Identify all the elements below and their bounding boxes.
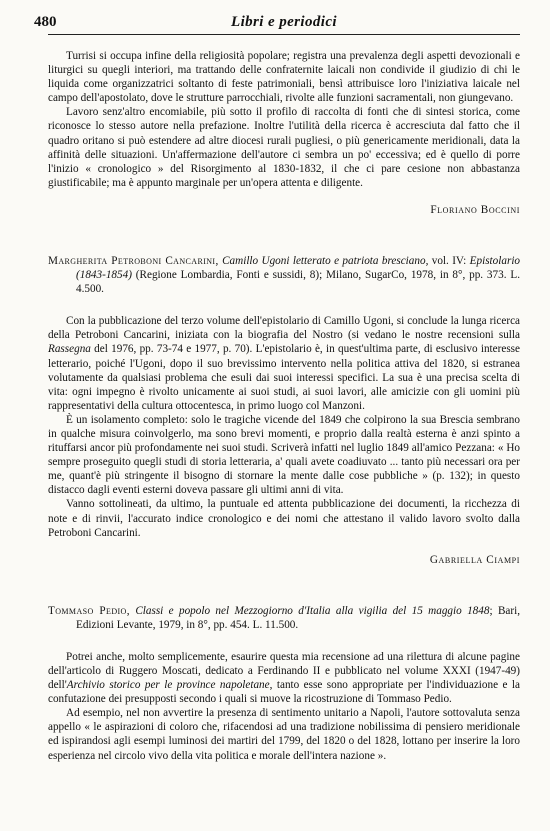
page-number: 480 — [34, 14, 57, 30]
review-author: Gabriella Ciampi — [429, 553, 520, 566]
review-paragraph: Lavoro senz'altro encomiabile, più sotto il profilo di raccolta di fonti che di sintesi storica, come riconosce lo stesso autore nella prefazione. Inoltre l'utilità della ricerca è accresciuta dal fatto che il quadro oritano si può estendere ad altre diocesi rurali pugliesi, o più genericamente meridionali, data la affinità delle situazioni. Un'affermazione dell'autore ci sembra un po' eccessiva; ed è quello di porre l'inizio « cronologico » del Risorgimento al 1830-1832, il che ci pare cesione non abbastanza giustificabile; ma è appunto marginale per un'opera attenta e diligente. — [48, 106, 520, 189]
review-paragraph: Con la pubblicazione del terzo volume dell'epistolario di Camillo Ugoni, si conclude la lunga ricerca della Petroboni Cancarini, iniziata con la biografia del Nostro (si vedano le nostre recensioni sulla Rassegna del 1976, pp. 73-74 e 1977, p. 70). L'epistolario è, in quest'ultima parte, di esclusivo interesse letterario, poiché l'Ugoni, dopo il suo brevissimo intervento nella politica attiva del 1820, si estranea volutamente da qualsiasi problema che esuli dai suoi interessi specifici. La sua è una precisa scelta di vita: ogni impegno è rivolto unicamente ai suoi studi, ai suoi lavori, alle amicizie con gli uomini più rappresentativi della cultura ottocentesca, in primo luogo col Manzoni. — [48, 315, 520, 412]
review-paragraph: Ad esempio, nel non avvertire la presenza di sentimento unitario a Napoli, l'autore sottovaluta senza appello « le aspirazioni di coloro che, rifacendosi ad una tradizione nobilissima di pensiero meridionale ed ispirandosi agli esempi luminosi dei martiri del 1799, del 1820 o del 1828, lottano per inserire la loro esperienza nel circolo vivo della vita politica e morale dell'intera nazione ». — [48, 707, 520, 762]
review-pedio — [48, 604, 520, 763]
review-author: Floriano Boccini — [430, 203, 520, 216]
page-header — [34, 14, 520, 35]
bibliographic-reference: Tommaso Pedio, Classi e popolo nel Mezzogiorno d'Italia alla vigilia del 15 maggio 1848; Bari, Edizioni Levante, 1979, in 8°, pp. 454. L. 11.500. — [48, 604, 521, 631]
review-paragraph: Vanno sottolineati, da ultimo, la puntuale ed attenta pubblicazione dei documenti, la ricchezza di note e di rinvii, l'accurato indice cronologico e dei nomi che attestano il valido lavoro svolto dalla Petroboni Cancarini. — [48, 498, 520, 539]
review-paragraph: Potrei anche, molto semplicemente, esaurire questa mia recensione ad una rilettura di alcune pagine dell'articolo di Ruggero Moscati, dedicato a Ferdinando II e pubblicato nel volume XXXI (1947-49) dell'Archivio storico per le province napoletane, tanto esse sono appropriate per l'individuazione e la confutazione dei presupposti secondo i quali si muove la ricostruzione di Tommaso Pedio. — [48, 650, 520, 706]
review-paragraph: Turrisi si occupa infine della religiosità popolare; registra una prevalenza degli aspetti devozionali e liturgici su quegli interiori, ma trattando delle confraternite laicali non condivide il giudizio di chi le liquida come organizzatrici soltanto di feste patrimoniali, bensì attribuisce loro l'iniziativa laicale nel campo dell'apostolato, dove le strutture parrocchiali, rivolte alle funzioni sacramentali, non giungevano. — [48, 50, 520, 105]
running-head: Libri e periodici — [231, 14, 337, 30]
review-turrisi — [48, 49, 520, 216]
bibliographic-reference: Margherita Petroboni Cancarini, Camillo Ugoni letterato e patriota bresciano, vol. IV: Epistolario (1843-1854) (Regione Lombardia, Fonti e sussidi, 8); Milano, SugarCo, 1978, in 8°, pp. 373. L. 4.500. — [48, 254, 521, 296]
review-paragraph: È un isolamento completo: solo le tragiche vicende del 1849 che colpirono la sua Brescia sembrano in qualche misura coinvolgerlo, ma sono brevi momenti, e proprio dalla realtà esterna è anzi spinto a rituffarsi ancor più profondamente nei suoi studi. Scriverà infatti nel luglio 1849 all'amico Pezzana: « Ho sempre proseguito quegli studi di storia letteraria, a' quali avete coadiuvato ... tanto più necessari ora per me, quant'è più stringente il bisogno di stornare la mente dalle cose pubbliche » (p. 132); in questo distacco dagli eventi esterni doveva passare gli ultimi anni di vita. — [48, 413, 520, 497]
review-ugoni — [48, 254, 520, 566]
